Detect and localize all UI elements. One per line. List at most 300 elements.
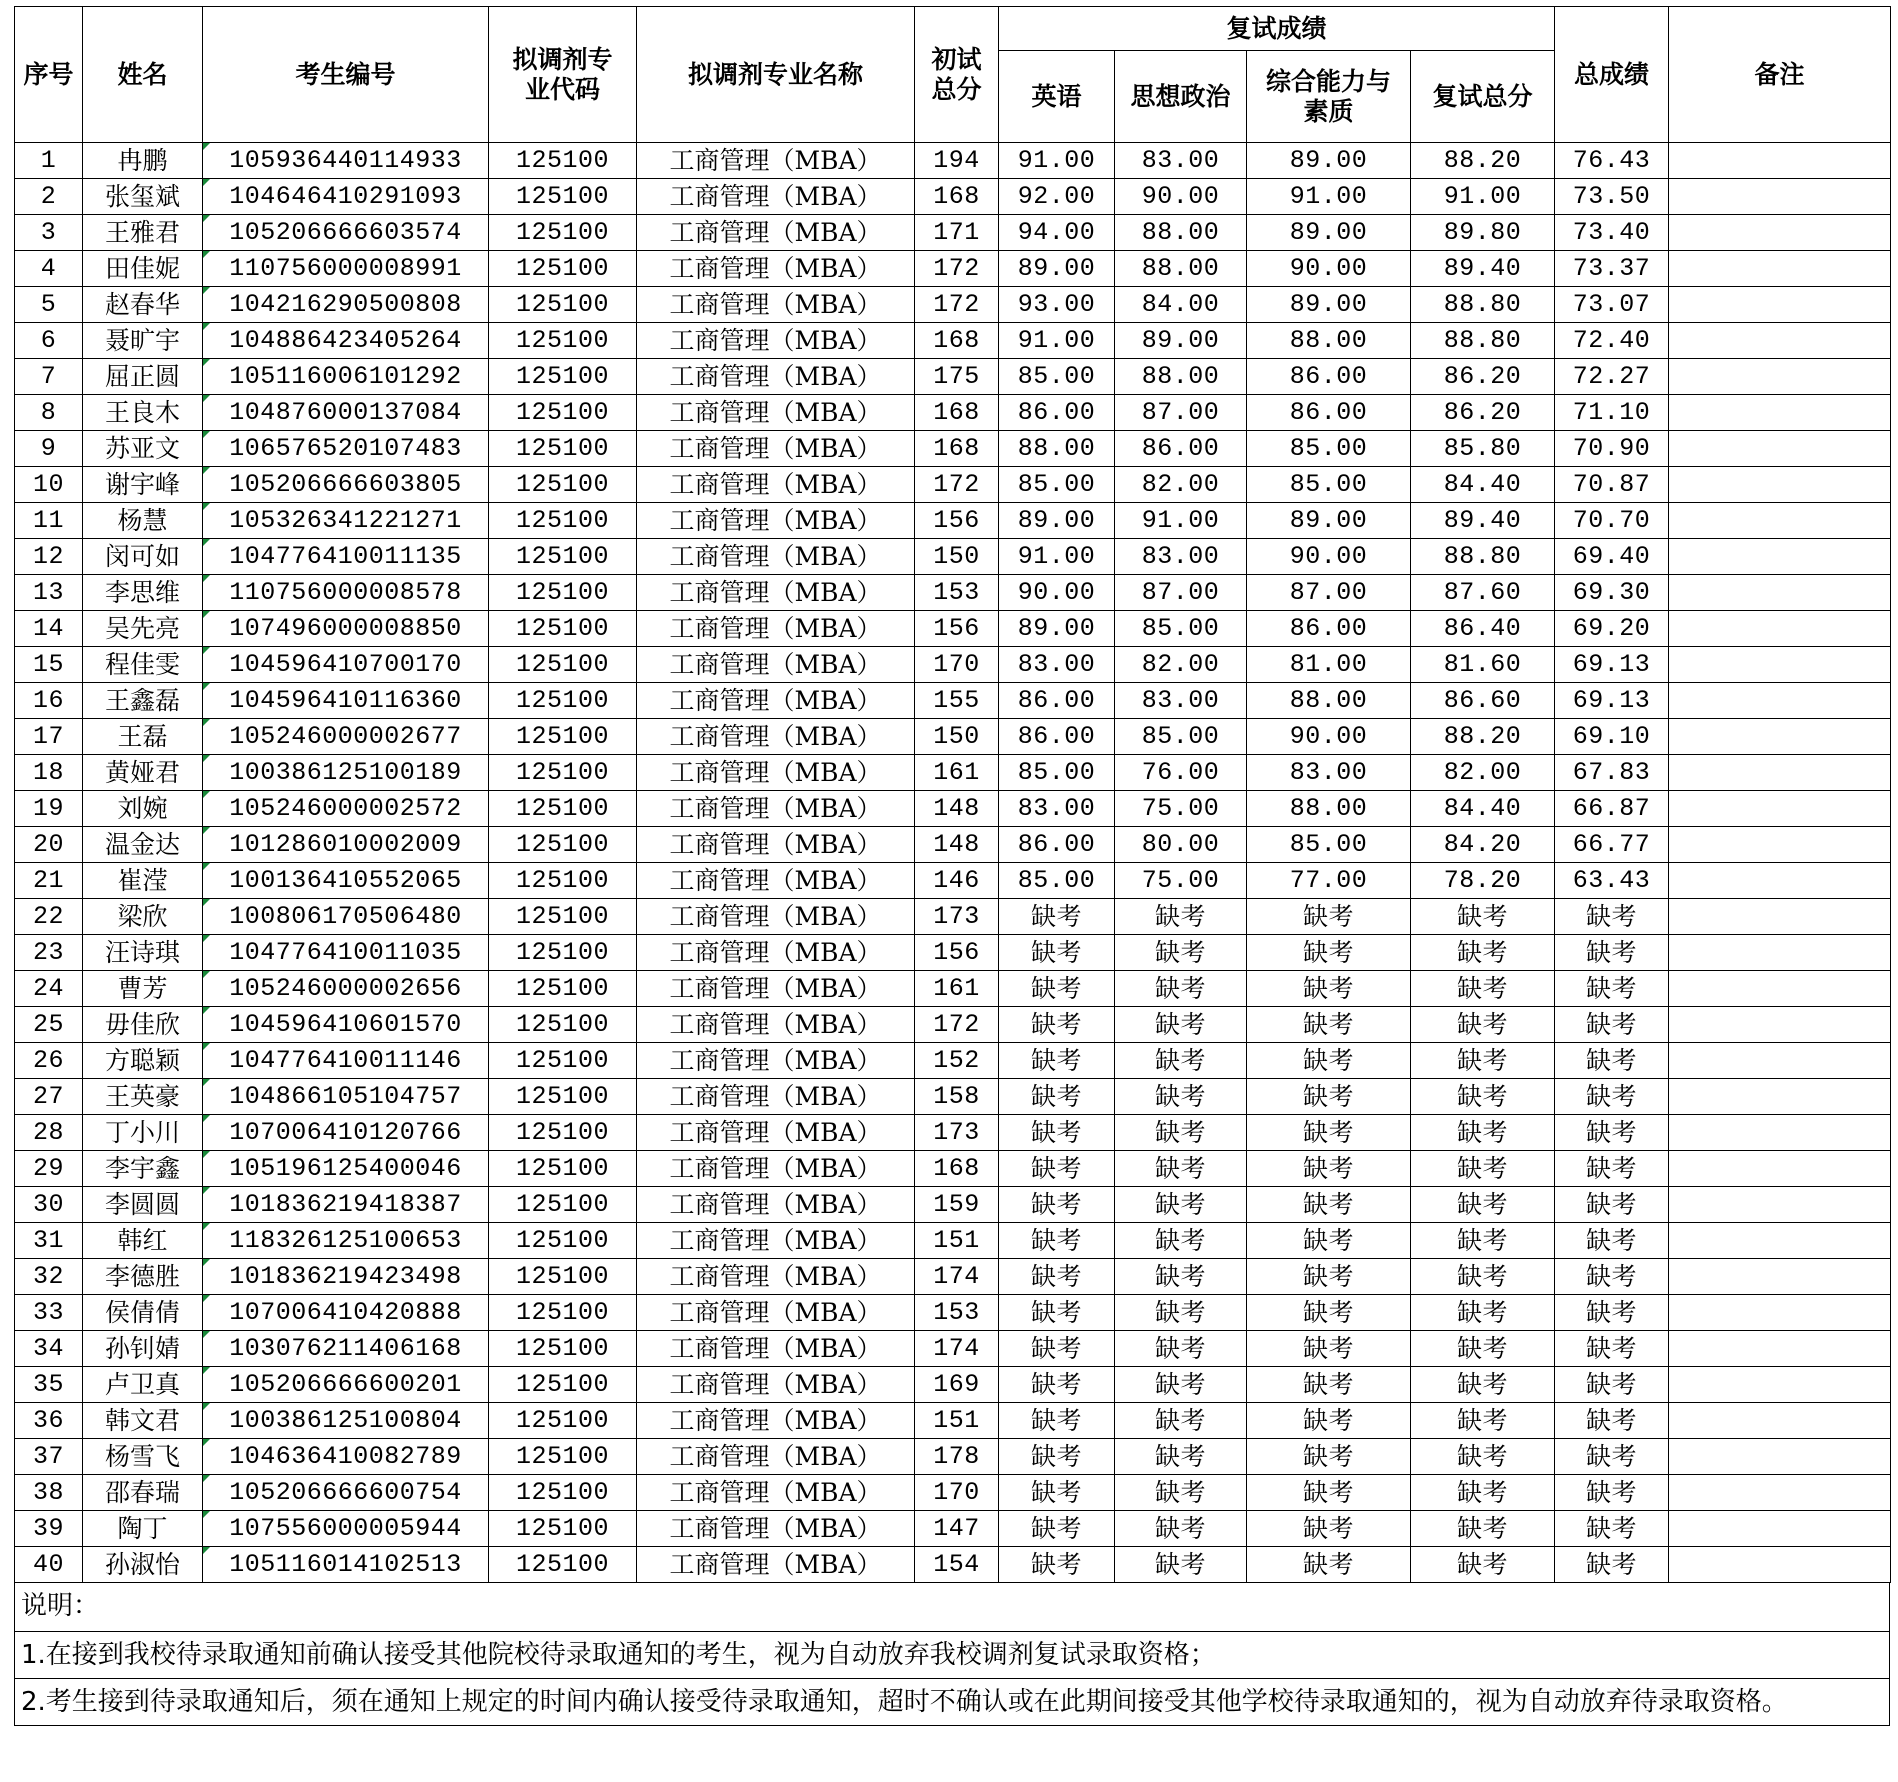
cell-seq: 22: [15, 899, 83, 935]
cell-politics: 82.00: [1115, 467, 1247, 503]
table-header: [15, 7, 1891, 143]
cell-seq: 8: [15, 395, 83, 431]
cell-initial-total: 158: [915, 1079, 999, 1115]
table-row: [15, 863, 1891, 899]
cell-major-name: 工商管理（MBA）: [637, 1439, 915, 1475]
cell-english: 86.00: [999, 719, 1115, 755]
cell-major-name: 工商管理（MBA）: [637, 1295, 915, 1331]
cell-initial-total: 151: [915, 1223, 999, 1259]
cell-initial-total: 178: [915, 1439, 999, 1475]
cell-ability: 77.00: [1247, 863, 1411, 899]
cell-initial-total: 170: [915, 647, 999, 683]
table-row: [15, 395, 1891, 431]
cell-major-code: 125100: [489, 323, 637, 359]
cell-remark: [1669, 395, 1891, 431]
cell-english: 93.00: [999, 287, 1115, 323]
table-row: [15, 683, 1891, 719]
cell-major-code: 125100: [489, 539, 637, 575]
cell-major-code: 125100: [489, 251, 637, 287]
cell-politics: 缺考: [1115, 1439, 1247, 1475]
cell-politics: 75.00: [1115, 791, 1247, 827]
cell-remark: [1669, 1547, 1891, 1583]
cell-major-code: 125100: [489, 575, 637, 611]
cell-politics: 缺考: [1115, 1115, 1247, 1151]
cell-major-code: 125100: [489, 1079, 637, 1115]
table-row: [15, 791, 1891, 827]
cell-exam-id: 101286010002009: [203, 827, 489, 863]
cell-politics: 缺考: [1115, 1259, 1247, 1295]
cell-name: 梁欣: [83, 899, 203, 935]
cell-major-name: 工商管理（MBA）: [637, 143, 915, 179]
cell-ability: 缺考: [1247, 1115, 1411, 1151]
cell-english: 86.00: [999, 827, 1115, 863]
cell-major-code: 125100: [489, 1151, 637, 1187]
cell-english: 86.00: [999, 395, 1115, 431]
cell-ability: 缺考: [1247, 1439, 1411, 1475]
cell-remark: [1669, 1079, 1891, 1115]
cell-initial-total: 168: [915, 1151, 999, 1187]
cell-name: 邵春瑞: [83, 1475, 203, 1511]
cell-exam-id: 105116006101292: [203, 359, 489, 395]
cell-exam-id: 104876000137084: [203, 395, 489, 431]
cell-total: 缺考: [1555, 1187, 1669, 1223]
table-row: [15, 1475, 1891, 1511]
cell-name: 韩红: [83, 1223, 203, 1259]
cell-exam-id: 107006410420888: [203, 1295, 489, 1331]
cell-retest-total: 缺考: [1411, 1151, 1555, 1187]
cell-seq: 12: [15, 539, 83, 575]
cell-english: 85.00: [999, 755, 1115, 791]
cell-ability: 88.00: [1247, 791, 1411, 827]
cell-initial-total: 172: [915, 287, 999, 323]
cell-politics: 84.00: [1115, 287, 1247, 323]
cell-retest-total: 88.80: [1411, 539, 1555, 575]
cell-name: 韩文君: [83, 1403, 203, 1439]
cell-initial-total: 172: [915, 467, 999, 503]
cell-seq: 39: [15, 1511, 83, 1547]
cell-total: 缺考: [1555, 1007, 1669, 1043]
cell-major-code: 125100: [489, 179, 637, 215]
cell-major-code: 125100: [489, 719, 637, 755]
cell-ability: 缺考: [1247, 1151, 1411, 1187]
cell-seq: 38: [15, 1475, 83, 1511]
cell-seq: 37: [15, 1439, 83, 1475]
cell-major-name: 工商管理（MBA）: [637, 899, 915, 935]
cell-name: 谢宇峰: [83, 467, 203, 503]
cell-exam-id: 105116014102513: [203, 1547, 489, 1583]
cell-remark: [1669, 719, 1891, 755]
cell-major-code: 125100: [489, 1187, 637, 1223]
table-row: [15, 1511, 1891, 1547]
table-row: [15, 215, 1891, 251]
cell-initial-total: 168: [915, 179, 999, 215]
cell-seq: 33: [15, 1295, 83, 1331]
cell-politics: 缺考: [1115, 1295, 1247, 1331]
cell-name: 杨慧: [83, 503, 203, 539]
cell-initial-total: 174: [915, 1331, 999, 1367]
cell-retest-total: 缺考: [1411, 1511, 1555, 1547]
cell-exam-id: 100136410552065: [203, 863, 489, 899]
cell-major-name: 工商管理（MBA）: [637, 1259, 915, 1295]
cell-name: 苏亚文: [83, 431, 203, 467]
cell-name: 李思维: [83, 575, 203, 611]
cell-major-code: 125100: [489, 755, 637, 791]
cell-major-name: 工商管理（MBA）: [637, 395, 915, 431]
cell-name: 张玺斌: [83, 179, 203, 215]
cell-ability: 缺考: [1247, 1295, 1411, 1331]
cell-remark: [1669, 755, 1891, 791]
cell-seq: 24: [15, 971, 83, 1007]
cell-seq: 18: [15, 755, 83, 791]
score-table: [14, 6, 1891, 1583]
cell-total: 69.40: [1555, 539, 1669, 575]
cell-name: 屈正圆: [83, 359, 203, 395]
cell-remark: [1669, 287, 1891, 323]
cell-ability: 86.00: [1247, 611, 1411, 647]
cell-retest-total: 缺考: [1411, 1331, 1555, 1367]
cell-politics: 88.00: [1115, 215, 1247, 251]
cell-major-name: 工商管理（MBA）: [637, 1547, 915, 1583]
cell-name: 卢卫真: [83, 1367, 203, 1403]
table-row: [15, 647, 1891, 683]
cell-major-code: 125100: [489, 935, 637, 971]
cell-major-name: 工商管理（MBA）: [637, 431, 915, 467]
cell-major-code: 125100: [489, 431, 637, 467]
cell-total: 缺考: [1555, 1475, 1669, 1511]
cell-retest-total: 89.40: [1411, 503, 1555, 539]
cell-major-name: 工商管理（MBA）: [637, 1151, 915, 1187]
cell-initial-total: 161: [915, 971, 999, 1007]
cell-exam-id: 105206666600754: [203, 1475, 489, 1511]
cell-seq: 9: [15, 431, 83, 467]
cell-major-name: 工商管理（MBA）: [637, 827, 915, 863]
cell-politics: 87.00: [1115, 575, 1247, 611]
cell-total: 缺考: [1555, 899, 1669, 935]
cell-ability: 89.00: [1247, 503, 1411, 539]
cell-english: 83.00: [999, 647, 1115, 683]
cell-politics: 缺考: [1115, 1187, 1247, 1223]
cell-name: 崔滢: [83, 863, 203, 899]
cell-english: 缺考: [999, 1115, 1115, 1151]
cell-initial-total: 154: [915, 1547, 999, 1583]
cell-politics: 82.00: [1115, 647, 1247, 683]
cell-total: 缺考: [1555, 1079, 1669, 1115]
cell-name: 李德胜: [83, 1259, 203, 1295]
cell-remark: [1669, 1223, 1891, 1259]
table-row: [15, 935, 1891, 971]
header-politics: 思想政治: [1115, 51, 1247, 143]
cell-name: 黄娅君: [83, 755, 203, 791]
cell-major-code: 125100: [489, 287, 637, 323]
cell-major-name: 工商管理（MBA）: [637, 1079, 915, 1115]
cell-ability: 89.00: [1247, 215, 1411, 251]
cell-major-code: 125100: [489, 827, 637, 863]
cell-major-code: 125100: [489, 791, 637, 827]
cell-exam-id: 104776410011135: [203, 539, 489, 575]
cell-major-name: 工商管理（MBA）: [637, 539, 915, 575]
cell-ability: 缺考: [1247, 1187, 1411, 1223]
cell-total: 76.43: [1555, 143, 1669, 179]
cell-politics: 缺考: [1115, 1223, 1247, 1259]
cell-politics: 88.00: [1115, 359, 1247, 395]
cell-major-name: 工商管理（MBA）: [637, 359, 915, 395]
cell-ability: 缺考: [1247, 1403, 1411, 1439]
cell-remark: [1669, 1403, 1891, 1439]
cell-initial-total: 161: [915, 755, 999, 791]
cell-major-name: 工商管理（MBA）: [637, 1331, 915, 1367]
table-row: [15, 1223, 1891, 1259]
cell-retest-total: 缺考: [1411, 1475, 1555, 1511]
cell-remark: [1669, 359, 1891, 395]
cell-major-name: 工商管理（MBA）: [637, 1115, 915, 1151]
cell-ability: 89.00: [1247, 287, 1411, 323]
cell-total: 缺考: [1555, 1331, 1669, 1367]
cell-retest-total: 89.80: [1411, 215, 1555, 251]
cell-major-name: 工商管理（MBA）: [637, 647, 915, 683]
cell-retest-total: 缺考: [1411, 1043, 1555, 1079]
cell-exam-id: 110756000008991: [203, 251, 489, 287]
cell-ability: 缺考: [1247, 899, 1411, 935]
header-ability: 综合能力与素质: [1247, 51, 1411, 143]
cell-politics: 缺考: [1115, 1475, 1247, 1511]
cell-initial-total: 153: [915, 1295, 999, 1331]
cell-exam-id: 101836219423498: [203, 1259, 489, 1295]
cell-name: 冉鹏: [83, 143, 203, 179]
cell-exam-id: 105206666600201: [203, 1367, 489, 1403]
cell-name: 毋佳欣: [83, 1007, 203, 1043]
cell-english: 83.00: [999, 791, 1115, 827]
cell-initial-total: 168: [915, 395, 999, 431]
cell-english: 缺考: [999, 1331, 1115, 1367]
cell-major-code: 125100: [489, 863, 637, 899]
cell-remark: [1669, 827, 1891, 863]
table-row: [15, 431, 1891, 467]
cell-major-name: 工商管理（MBA）: [637, 755, 915, 791]
cell-ability: 88.00: [1247, 323, 1411, 359]
cell-name: 吴先亮: [83, 611, 203, 647]
cell-major-name: 工商管理（MBA）: [637, 1367, 915, 1403]
cell-major-name: 工商管理（MBA）: [637, 1043, 915, 1079]
cell-exam-id: 105936440114933: [203, 143, 489, 179]
cell-seq: 27: [15, 1079, 83, 1115]
cell-ability: 86.00: [1247, 395, 1411, 431]
cell-total: 缺考: [1555, 1223, 1669, 1259]
cell-ability: 86.00: [1247, 359, 1411, 395]
cell-major-name: 工商管理（MBA）: [637, 251, 915, 287]
cell-remark: [1669, 791, 1891, 827]
cell-exam-id: 100806170506480: [203, 899, 489, 935]
table-row: [15, 359, 1891, 395]
cell-seq: 20: [15, 827, 83, 863]
cell-politics: 87.00: [1115, 395, 1247, 431]
cell-exam-id: 101836219418387: [203, 1187, 489, 1223]
cell-major-name: 工商管理（MBA）: [637, 791, 915, 827]
cell-english: 缺考: [999, 1367, 1115, 1403]
cell-total: 缺考: [1555, 1151, 1669, 1187]
table-row: [15, 1367, 1891, 1403]
cell-major-name: 工商管理（MBA）: [637, 179, 915, 215]
cell-exam-id: 107556000005944: [203, 1511, 489, 1547]
cell-ability: 缺考: [1247, 971, 1411, 1007]
cell-remark: [1669, 1295, 1891, 1331]
cell-english: 89.00: [999, 611, 1115, 647]
cell-seq: 36: [15, 1403, 83, 1439]
cell-english: 缺考: [999, 1439, 1115, 1475]
cell-name: 程佳雯: [83, 647, 203, 683]
cell-major-name: 工商管理（MBA）: [637, 863, 915, 899]
cell-remark: [1669, 1115, 1891, 1151]
cell-ability: 90.00: [1247, 539, 1411, 575]
cell-ability: 缺考: [1247, 1331, 1411, 1367]
cell-major-name: 工商管理（MBA）: [637, 683, 915, 719]
cell-major-code: 125100: [489, 1331, 637, 1367]
cell-remark: [1669, 431, 1891, 467]
cell-total: 73.07: [1555, 287, 1669, 323]
cell-seq: 30: [15, 1187, 83, 1223]
cell-seq: 10: [15, 467, 83, 503]
cell-exam-id: 106576520107483: [203, 431, 489, 467]
cell-major-code: 125100: [489, 1547, 637, 1583]
cell-ability: 缺考: [1247, 1079, 1411, 1115]
cell-total: 67.83: [1555, 755, 1669, 791]
cell-seq: 35: [15, 1367, 83, 1403]
cell-name: 丁小川: [83, 1115, 203, 1151]
cell-politics: 缺考: [1115, 1367, 1247, 1403]
cell-retest-total: 86.20: [1411, 395, 1555, 431]
cell-total: 缺考: [1555, 1115, 1669, 1151]
cell-english: 缺考: [999, 899, 1115, 935]
cell-exam-id: 104886423405264: [203, 323, 489, 359]
cell-politics: 83.00: [1115, 683, 1247, 719]
cell-name: 孙淑怡: [83, 1547, 203, 1583]
table-row: [15, 827, 1891, 863]
cell-exam-id: 105206666603805: [203, 467, 489, 503]
cell-name: 王良木: [83, 395, 203, 431]
cell-remark: [1669, 683, 1891, 719]
cell-english: 缺考: [999, 1295, 1115, 1331]
cell-total: 72.27: [1555, 359, 1669, 395]
table-row: [15, 1079, 1891, 1115]
cell-retest-total: 86.40: [1411, 611, 1555, 647]
cell-english: 缺考: [999, 1151, 1115, 1187]
cell-politics: 缺考: [1115, 1043, 1247, 1079]
cell-initial-total: 171: [915, 215, 999, 251]
cell-politics: 83.00: [1115, 143, 1247, 179]
cell-remark: [1669, 1331, 1891, 1367]
cell-total: 73.50: [1555, 179, 1669, 215]
cell-english: 94.00: [999, 215, 1115, 251]
cell-seq: 21: [15, 863, 83, 899]
cell-english: 缺考: [999, 971, 1115, 1007]
cell-remark: [1669, 647, 1891, 683]
table-row: [15, 1151, 1891, 1187]
cell-retest-total: 86.60: [1411, 683, 1555, 719]
cell-major-code: 125100: [489, 143, 637, 179]
cell-total: 71.10: [1555, 395, 1669, 431]
cell-english: 缺考: [999, 935, 1115, 971]
cell-exam-id: 107006410120766: [203, 1115, 489, 1151]
table-row: [15, 251, 1891, 287]
cell-retest-total: 82.00: [1411, 755, 1555, 791]
cell-ability: 89.00: [1247, 143, 1411, 179]
cell-retest-total: 缺考: [1411, 1187, 1555, 1223]
cell-total: 缺考: [1555, 1043, 1669, 1079]
cell-remark: [1669, 611, 1891, 647]
cell-major-code: 125100: [489, 1511, 637, 1547]
cell-major-code: 125100: [489, 1475, 637, 1511]
cell-exam-id: 105246000002656: [203, 971, 489, 1007]
cell-politics: 76.00: [1115, 755, 1247, 791]
header-retest-group: 复试成绩: [999, 7, 1555, 51]
cell-initial-total: 169: [915, 1367, 999, 1403]
cell-total: 缺考: [1555, 1439, 1669, 1475]
table-row: [15, 1403, 1891, 1439]
cell-total: 69.13: [1555, 683, 1669, 719]
cell-major-code: 125100: [489, 683, 637, 719]
cell-english: 缺考: [999, 1475, 1115, 1511]
cell-exam-id: 118326125100653: [203, 1223, 489, 1259]
cell-seq: 23: [15, 935, 83, 971]
cell-seq: 34: [15, 1331, 83, 1367]
cell-politics: 缺考: [1115, 935, 1247, 971]
table-row: [15, 575, 1891, 611]
cell-remark: [1669, 1367, 1891, 1403]
cell-seq: 4: [15, 251, 83, 287]
cell-retest-total: 88.20: [1411, 719, 1555, 755]
cell-exam-id: 105326341221271: [203, 503, 489, 539]
cell-remark: [1669, 1511, 1891, 1547]
cell-seq: 32: [15, 1259, 83, 1295]
cell-politics: 75.00: [1115, 863, 1247, 899]
cell-retest-total: 缺考: [1411, 935, 1555, 971]
cell-remark: [1669, 1475, 1891, 1511]
cell-name: 曹芳: [83, 971, 203, 1007]
table-row: [15, 755, 1891, 791]
cell-retest-total: 缺考: [1411, 1079, 1555, 1115]
cell-name: 闵可如: [83, 539, 203, 575]
table-row: [15, 1115, 1891, 1151]
cell-total: 69.10: [1555, 719, 1669, 755]
cell-initial-total: 151: [915, 1403, 999, 1439]
cell-seq: 15: [15, 647, 83, 683]
cell-name: 汪诗琪: [83, 935, 203, 971]
table-row: [15, 503, 1891, 539]
cell-initial-total: 173: [915, 1115, 999, 1151]
cell-seq: 25: [15, 1007, 83, 1043]
table-row: [15, 323, 1891, 359]
table-row: [15, 539, 1891, 575]
cell-ability: 85.00: [1247, 827, 1411, 863]
cell-initial-total: 148: [915, 791, 999, 827]
cell-politics: 缺考: [1115, 899, 1247, 935]
cell-name: 王鑫磊: [83, 683, 203, 719]
cell-name: 李圆圆: [83, 1187, 203, 1223]
cell-major-code: 125100: [489, 971, 637, 1007]
cell-seq: 26: [15, 1043, 83, 1079]
cell-politics: 86.00: [1115, 431, 1247, 467]
cell-major-code: 125100: [489, 359, 637, 395]
cell-politics: 85.00: [1115, 611, 1247, 647]
cell-exam-id: 105246000002677: [203, 719, 489, 755]
cell-ability: 90.00: [1247, 719, 1411, 755]
cell-remark: [1669, 467, 1891, 503]
cell-retest-total: 84.20: [1411, 827, 1555, 863]
cell-seq: 6: [15, 323, 83, 359]
cell-english: 89.00: [999, 503, 1115, 539]
cell-total: 70.87: [1555, 467, 1669, 503]
cell-major-name: 工商管理（MBA）: [637, 1223, 915, 1259]
cell-english: 91.00: [999, 539, 1115, 575]
